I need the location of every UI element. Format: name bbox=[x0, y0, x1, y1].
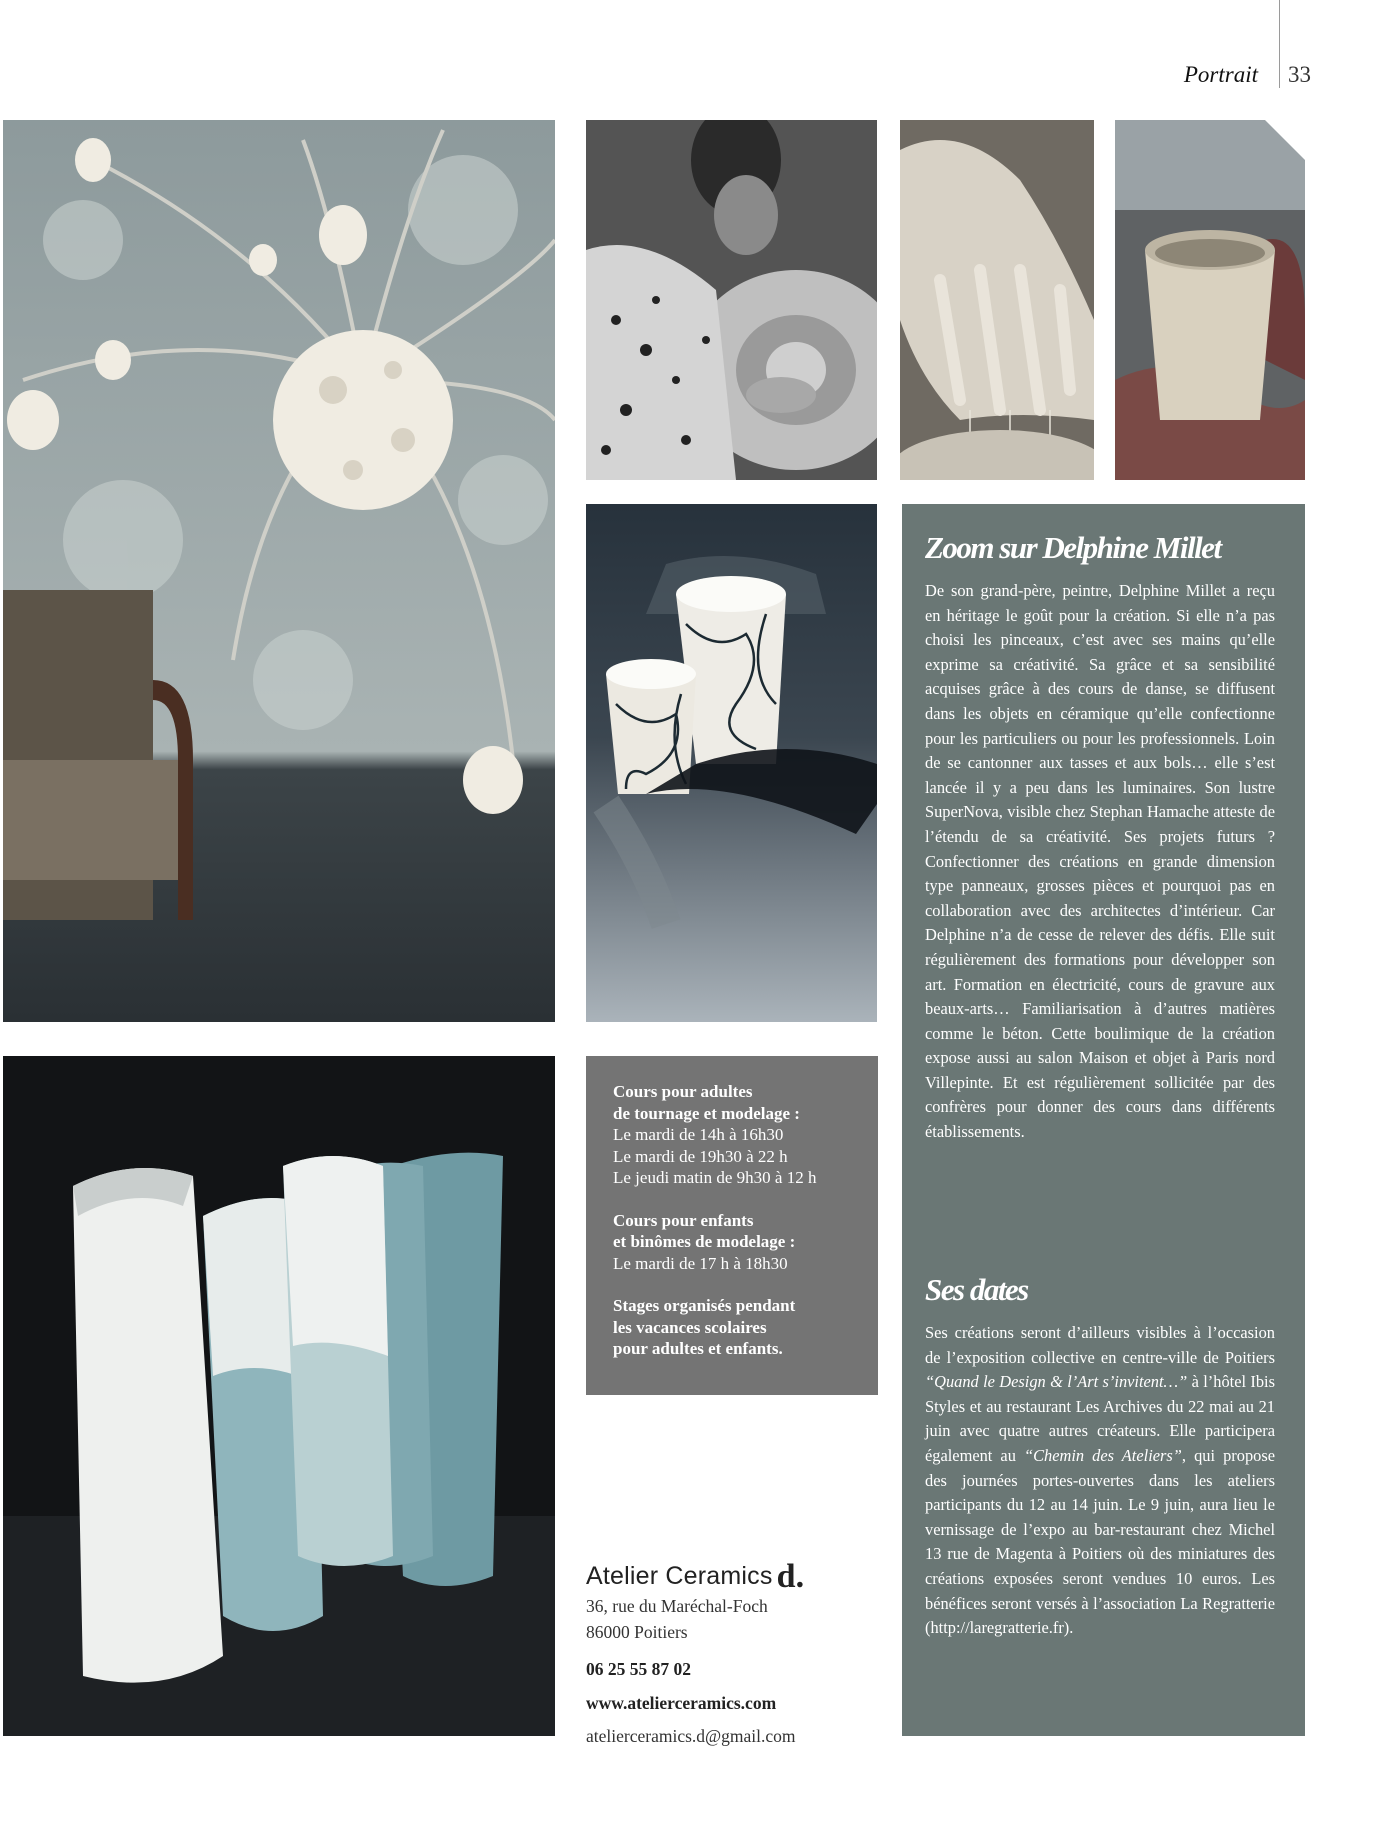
photo-potter-wheel bbox=[586, 120, 877, 480]
dates-heading: Ses dates bbox=[925, 1272, 1028, 1307]
atelier-brand-mark: d. bbox=[776, 1558, 805, 1595]
adult-course-time: Le mardi de 19h30 à 22 h bbox=[613, 1146, 788, 1166]
atelier-brand-name: Atelier Ceramics bbox=[586, 1562, 773, 1590]
dates-text-part-1: Ses créations seront d’ailleurs visibles à l’occasion de l’exposition collective en centre-ville de Poitiers bbox=[925, 1323, 1275, 1367]
photo-vases bbox=[3, 1056, 555, 1736]
dates-text-part-3: , qui propose des journées portes-ouvertes dans les ateliers participants du 12 au 14 juin. Le 9 juin, aura lieu le vernissage de l’expo au bar-restaurant chez Michel 13 rue de Magenta à Poitiers où des miniatures des créations exposées seront vendues 10 euros. Les bénéfices seront versés à l’association La Regratterie (http://laregratterie.fr). bbox=[925, 1445, 1276, 1638]
adult-course-time: Le mardi de 14h à 16h30 bbox=[613, 1125, 784, 1144]
dates-quote-2: “Chemin des Ateliers” bbox=[1023, 1445, 1182, 1465]
kids-courses-title-1: Cours pour enfants bbox=[613, 1210, 754, 1230]
address-city: 86000 Poitiers bbox=[586, 1622, 688, 1642]
photo-cup-hands bbox=[1115, 120, 1305, 480]
feature-paragraph: De son grand-père, peintre, Delphine Millet a reçu en héritage le goût pour la création. Si elle n’a pas choisi les pinceaux, c’est avec ses mains qu’elle exprime sa créativité. Sa grâce et sa sensibilité acquises grâce à des cours de danse, se diffusent dans les objets en céramique qu’elle confectionne pour les particuliers ou pour les professionnels. Loin de se cantonner aux tasses et aux bols… elle s’est lancée il y a peu dans les luminaires. Son lustre SuperNova, visible chez Stephan Hamache atteste de l’étendu de sa créativité. Ses projets futurs ? Confectionner des créations en grande dimension type panneaux, grosses pièces et pourquoi pas en collaboration avec des architectes d’intérieur. Car Delphine n’a de cesse de relever des défis. Elle suit régulièrement des formations pour développer son art. Formation en électricité, cours de gravure aux beaux-arts… Familiarisation à d’autres matières comme le béton. Cette boulimique de la création expose aussi au salon Maison et objet à Paris nord Villepinte. Et est régulièrement sollicitée par des confrères pour donner des cours dans différents établissements. bbox=[925, 581, 1275, 1142]
photo-two-cups bbox=[586, 504, 877, 1022]
header-divider bbox=[1279, 0, 1280, 88]
kids-courses bbox=[613, 1210, 858, 1275]
phone-number: 06 25 55 87 02 bbox=[586, 1659, 691, 1679]
adult-courses-title-2: de tournage et modelage : bbox=[613, 1103, 800, 1123]
website-link[interactable]: www.atelierceramics.com bbox=[586, 1693, 777, 1713]
address-street: 36, rue du Maréchal-Foch bbox=[586, 1596, 768, 1616]
photo-chandelier bbox=[3, 120, 555, 1022]
dates-quote-1: “Quand le Design & l’Art s’invitent…” bbox=[925, 1372, 1188, 1392]
holiday-workshops-line: Stages organisés pendant bbox=[613, 1296, 796, 1315]
dates-paragraph bbox=[925, 1321, 1275, 1641]
feature-body bbox=[925, 579, 1275, 1145]
feature-heading: Zoom sur Delphine Millet bbox=[925, 530, 1221, 565]
dates-body bbox=[925, 1321, 1275, 1641]
adult-course-time: Le jeudi matin de 9h30 à 12 h bbox=[613, 1168, 817, 1187]
page-number: 33 bbox=[1288, 62, 1311, 87]
kids-courses-title-2: et binômes de modelage : bbox=[613, 1232, 796, 1251]
atelier-logo bbox=[586, 1558, 804, 1596]
adult-courses-title-1: Cours pour adultes bbox=[613, 1082, 753, 1101]
photo-hands-slip bbox=[900, 120, 1094, 480]
kids-course-time: Le mardi de 17 h à 18h30 bbox=[613, 1253, 788, 1273]
email-link[interactable]: atelierceramics.d@gmail.com bbox=[586, 1726, 796, 1746]
adult-courses bbox=[613, 1081, 858, 1189]
holiday-workshops-line: pour adultes et enfants. bbox=[613, 1339, 783, 1358]
section-label: Portrait bbox=[1183, 62, 1258, 87]
holiday-workshops-line: les vacances scolaires bbox=[613, 1317, 767, 1337]
feature-panel bbox=[902, 504, 1305, 1736]
schedule-box bbox=[586, 1056, 878, 1395]
holiday-workshops bbox=[613, 1295, 858, 1360]
dates-text-part-2: à l’hôtel Ibis Styles et au restaurant Les Archives du 22 mai au 21 juin avec quatre autres créateurs. Elle participera également au bbox=[925, 1372, 1275, 1465]
